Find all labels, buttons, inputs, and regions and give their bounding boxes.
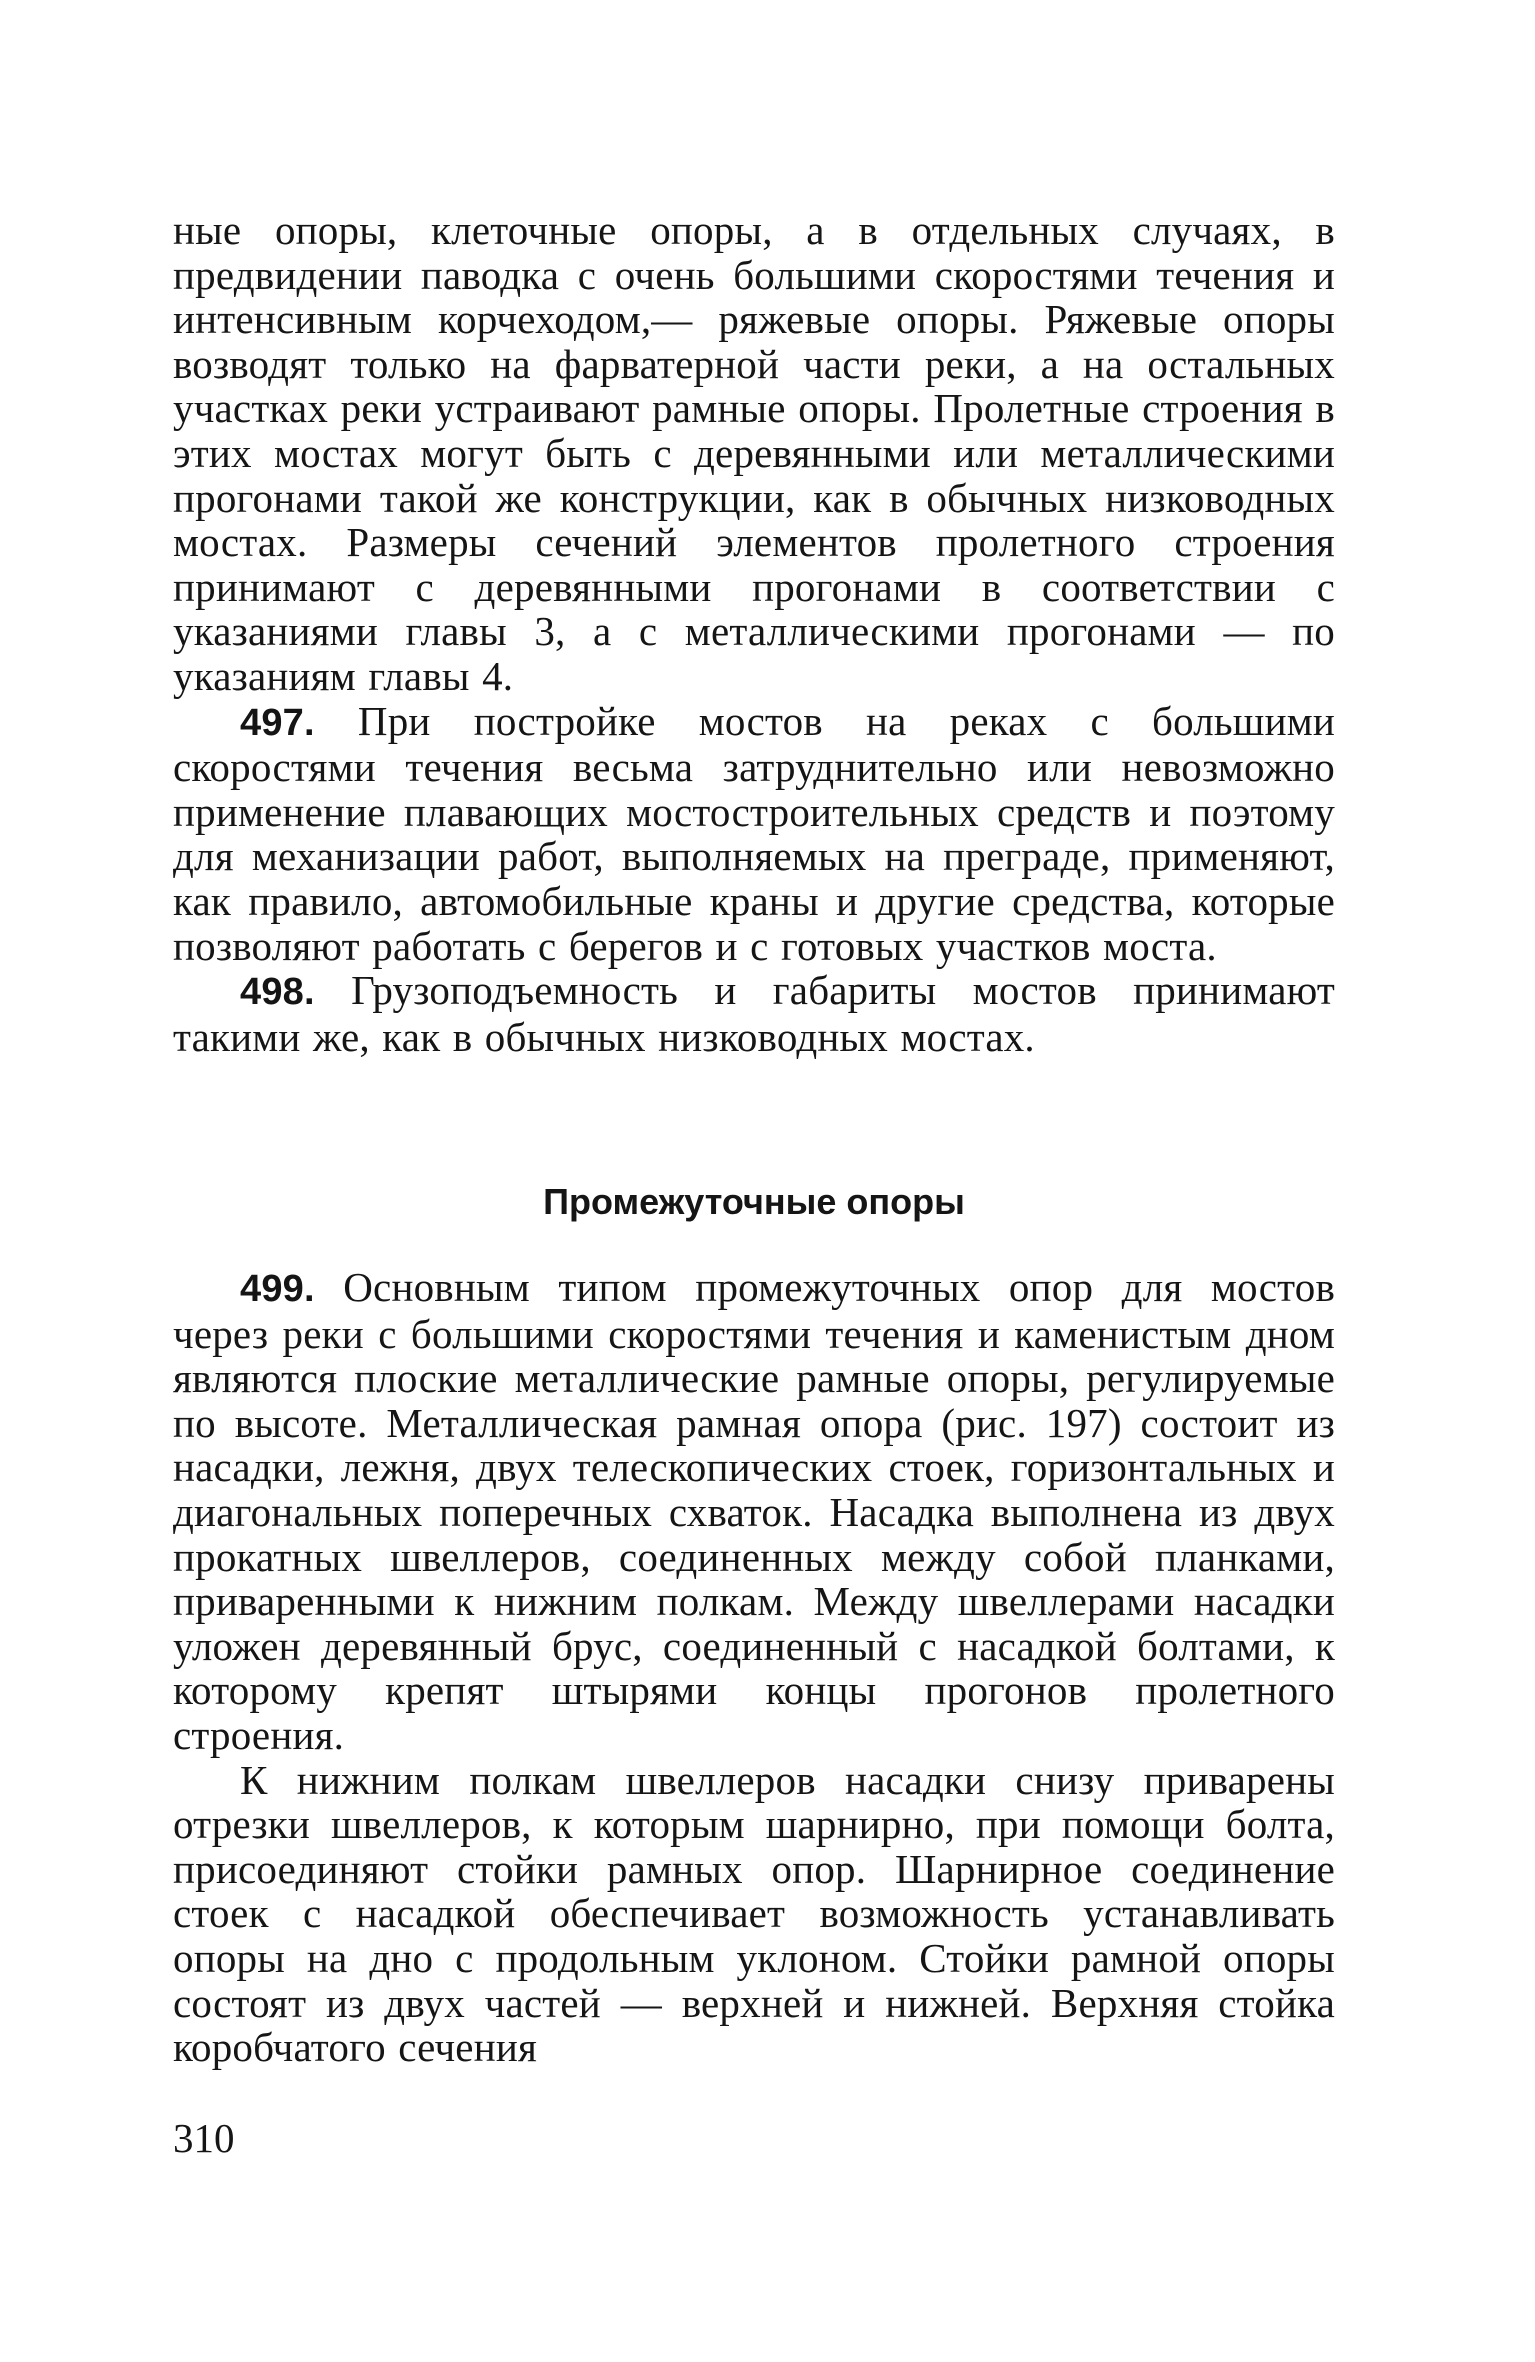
paragraph-text: Грузоподъемность и габариты мостов принимают такими же, как в обычных низководных мостах.	[173, 967, 1336, 1060]
paragraph-text: Основным типом промежуточных опор для мостов через реки с большими скоростями течения и каменистым дном являются плоские металлические рамные опоры, регулируемые по высоте. Металлическая рамная опора (рис. 197) состоит из насадки, лежня, двух телескопических стоек, горизонтальных и диагональных поперечных схваток. Насадка выполнена из двух прокатных швеллеров, соединенных между собой планками, приваренными к нижним полкам. Между швеллерами насадки уложен деревянный брус, соединенный с насадкой болтами, к которому крепят штырями концы прогонов пролетного строения.	[173, 1264, 1335, 1758]
paragraph-number: 498.	[240, 971, 315, 1014]
page-number: 310	[173, 2115, 235, 2161]
paragraph-498	[173, 968, 1335, 1059]
paragraph-497	[173, 699, 1335, 969]
paragraph-text: При постройке мостов на реках с большими скоростями течения весьма затруднительно или невозможно применение плавающих мостостроительных средств и поэтому для механизации работ, выполняемых на преграде, применяют, как правило, автомобильные краны и другие средства, которые позволяют работать с берегов и с готовых участков моста.	[173, 697, 1335, 969]
paragraph-499	[173, 1265, 1335, 1758]
upper-text-block	[173, 208, 1335, 1059]
paragraph-number: 499.	[240, 1268, 315, 1310]
section-heading: Промежуточные опоры	[543, 1181, 965, 1222]
lower-text-block	[173, 1265, 1335, 2070]
continuation-paragraph: ные опоры, клеточные опоры, а в отдельных случаях, в предвидении паводка с очень большими скоростями течения и интенсивным корчеходом,— ряжевые опоры. Ряжевые опоры возводят только на фарватерной части реки, а на остальных участках реки устраивают рамные опоры. Пролетные строения в этих мостах могут быть с деревянными или металлическими прогонами такой же конструкции, как в обычных низководных мостах. Размеры сечений элементов пролетного строения принимают с деревянными прогонами в соответствии с указаниями главы 3, а с металлическими прогонами — по указаниям главы 4.	[173, 207, 1335, 699]
paragraph-499-continued: К нижним полкам швеллеров насадки снизу приварены отрезки швеллеров, к которым шарнирно, при помощи болта, присоединяют стойки рамных опор. Шарнирное соединение стоек с насадкой обеспечивает возможность устанавливать опоры на дно с продольным уклоном. Стойки рамной опоры состоят из двух частей — верхней и нижней. Верхняя стойка коробчатого сечения	[173, 1756, 1335, 2071]
paragraph-number: 497.	[240, 701, 315, 744]
